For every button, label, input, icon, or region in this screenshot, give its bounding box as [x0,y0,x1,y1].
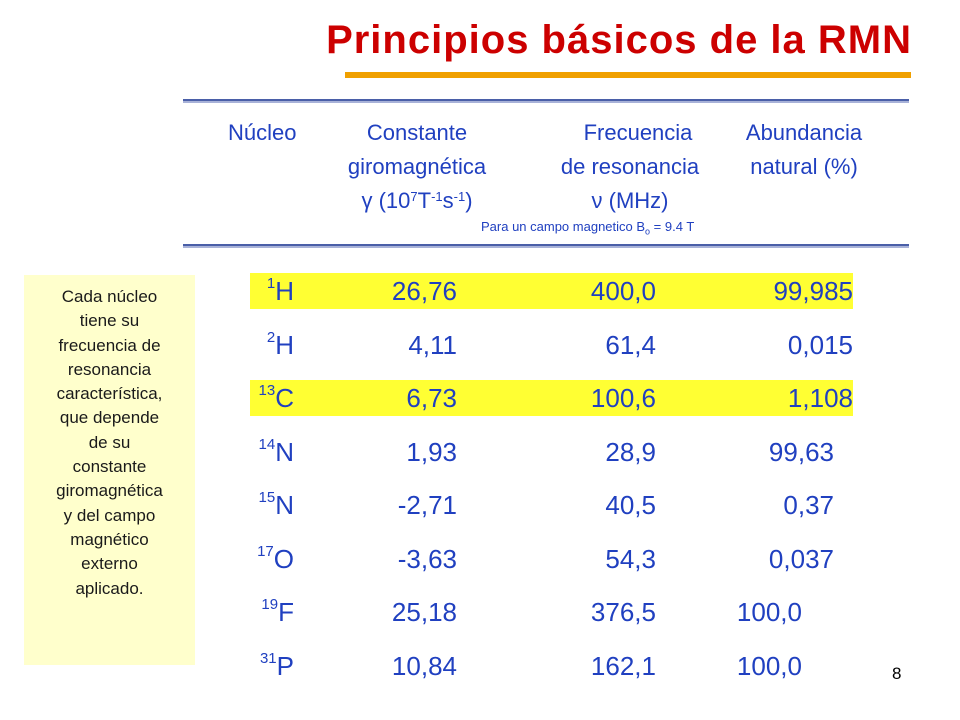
abundance-cell: 0,037 [768,543,834,574]
abundance-cell: 100,0 [736,597,802,627]
side-note-line: de su [88,432,131,452]
frequency-cell: 54,3 [605,543,656,574]
header-gyromagnetic [322,116,512,218]
abundance-cell: 99,985 [773,276,853,306]
element-symbol: C [275,383,294,413]
mass-number: 31 [259,649,277,667]
header-abundance [728,116,880,184]
nucleus-cell [267,330,294,365]
mass-number: 17 [257,542,274,560]
mass-number: 2 [266,328,276,346]
element-symbol: N [275,490,294,520]
header-freq-line2: de resonancia [560,154,700,179]
header-freq-unit [537,184,723,218]
side-note [24,275,195,665]
mass-number: 13 [258,382,276,399]
frequency-cell: 28,9 [605,436,656,467]
gyro-unit-s: s [442,188,454,213]
table-top-rule [183,99,909,103]
abundance-cell: 1,108 [787,383,853,413]
field-note-prefix: Para un campo magnetico B [481,219,646,234]
abundance-cell: 100,0 [736,650,802,681]
nucleus-cell [257,544,294,579]
page-number: 8 [892,664,902,683]
nucleus-cell [261,597,294,632]
gamma-cell: -2,71 [397,490,457,520]
row-highlight [250,380,853,416]
element-symbol: N [275,436,294,467]
header-frequency [537,116,723,218]
row-highlight [250,273,853,309]
gyro-unit-t: T [417,188,432,213]
gamma-cell: 4,11 [408,329,457,360]
side-note-line: que depende [59,408,160,428]
field-note-sub: o [645,226,651,237]
gyro-unit-close: ) [465,188,473,213]
gyro-unit-exp-s: -1 [453,189,466,204]
field-note [481,219,694,237]
header-nucleus: Núcleo [228,120,297,145]
side-note-line: resonancia [67,359,152,379]
frequency-cell: 40,5 [605,490,656,520]
nucleus-cell [259,383,294,418]
gamma-cell: 26,76 [391,276,457,306]
side-note-line: constante [72,457,147,477]
gamma-cell: 25,18 [391,597,457,627]
header-gyro-unit [322,184,512,218]
frequency-cell: 61,4 [605,329,656,360]
header-abund-line1: Abundancia [745,120,863,145]
nucleus-cell [260,651,294,686]
header-abund-line2: natural (%) [750,154,858,179]
title-underline [345,72,911,78]
gamma-symbol: γ [361,188,373,213]
gamma-cell: 10,84 [391,650,457,681]
gyro-unit-exp7: 7 [410,189,418,204]
element-symbol: H [275,276,294,306]
nucleus-cell [259,490,294,525]
side-note-line: aplicado. [75,578,144,598]
slide-title: Principios básicos de la RMN [326,18,912,62]
side-note-line: frecuencia de [58,335,161,355]
frequency-cell: 400,0 [590,276,656,306]
gyro-unit-a: (10 [372,188,411,213]
nucleus-cell [267,276,294,311]
table-bottom-rule [183,244,909,248]
mass-number: 14 [258,435,276,453]
gamma-cell: 6,73 [406,383,457,413]
gamma-cell: -3,63 [397,543,457,574]
side-note-line: magnético [70,529,149,549]
header-freq-line1: Frecuencia [583,120,693,145]
mass-number: 19 [261,596,279,613]
side-note-line: y del campo [63,505,156,525]
nucleus-cell [259,437,294,472]
gyro-unit-exp-t: -1 [431,189,443,204]
nu-symbol: ν [591,188,603,213]
frequency-cell: 376,5 [590,597,656,627]
element-symbol: P [276,650,294,681]
abundance-cell: 99,63 [768,436,834,467]
mass-number: 15 [258,489,276,506]
gamma-cell: 1,93 [406,436,457,467]
element-symbol: O [273,543,294,574]
header-gyro-line2: giromagnética [347,154,487,179]
element-symbol: F [278,597,294,627]
field-note-suffix: = 9.4 T [650,219,695,234]
side-note-line: Cada núcleo [61,287,158,306]
mass-number: 1 [266,275,276,292]
side-note-line: tiene su [79,311,140,331]
element-symbol: H [275,329,294,360]
abundance-cell: 0,015 [787,329,853,360]
frequency-cell: 162,1 [590,650,656,681]
side-note-line: externo [81,554,138,574]
side-note-line: característica, [56,384,163,404]
abundance-cell: 0,37 [783,490,834,520]
frequency-cell: 100,6 [590,383,656,413]
side-note-line: giromagnética [56,481,163,501]
freq-unit: (MHz) [602,188,669,213]
header-gyro-line1: Constante [366,120,468,145]
